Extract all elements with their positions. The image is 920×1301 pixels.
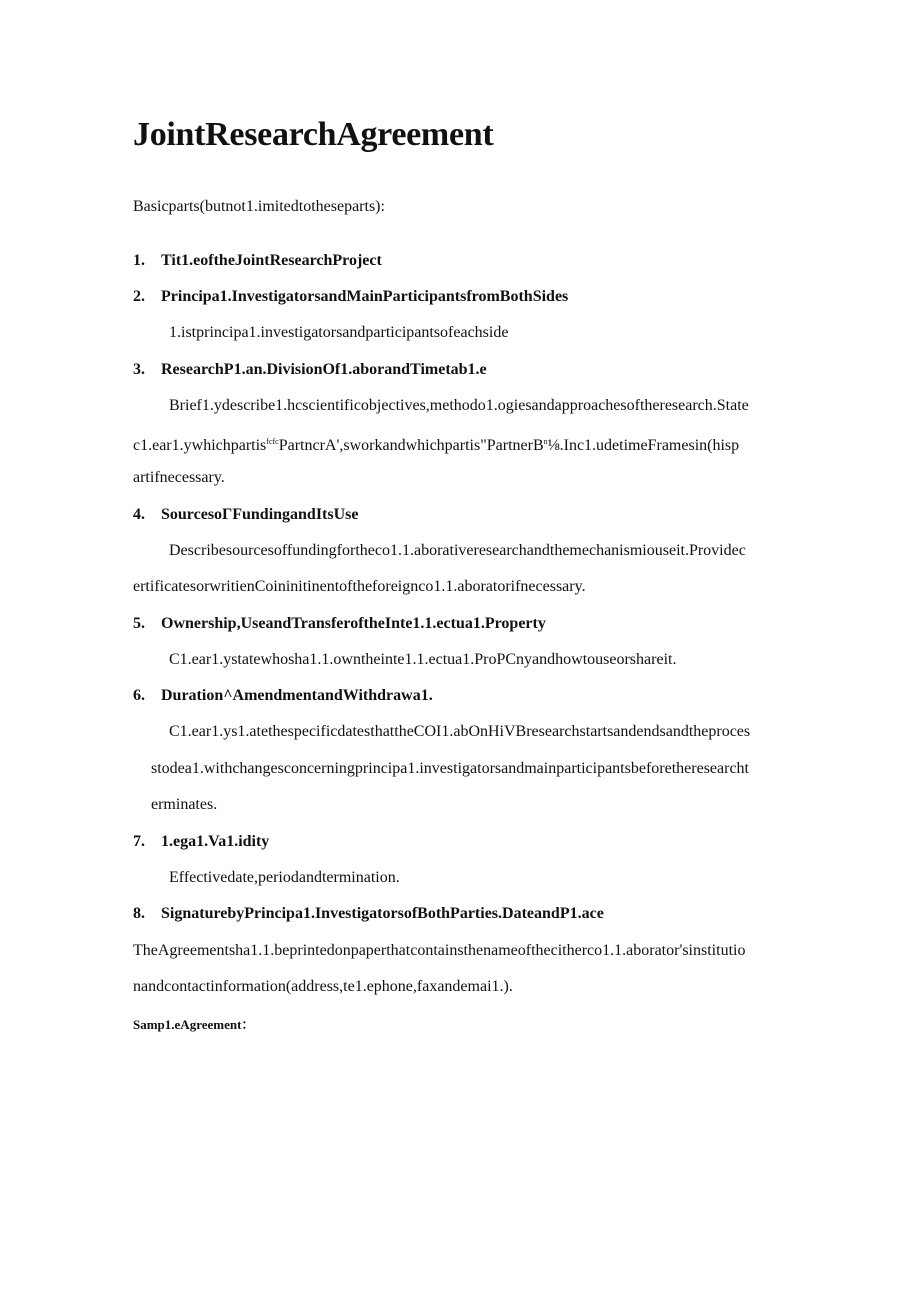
section-3-body-line: artifnecessary.: [133, 469, 225, 486]
section-title: Duration^AmendmentandWithdrawa1.: [161, 687, 433, 704]
section-4-body-line: ertificatesorwritienCoininitinentoftheforeignco1.1.aboratorifnecessary.: [133, 578, 586, 595]
section-6-body-line: C1.ear1.ys1.atethespecificdatesthattheCOI1.abOnHiVBresearchstartsandendsandtheproces: [169, 723, 751, 740]
section-6-heading: [133, 686, 433, 706]
section-number: 3.: [133, 361, 145, 378]
section-7-body-line: Effectivedate,periodandtermination.: [169, 869, 400, 886]
section-3-body-line: Brief1.ydescribe1.hcscientificobjectives,methodo1.ogiesandapproachesoftheresearch.State: [169, 397, 749, 414]
section-title: Tit1.eoftheJointResearchProject: [161, 252, 382, 269]
section-number: 1.: [133, 252, 145, 269]
section-title: Principa1.InvestigatorsandMainParticipantsfromBothSides: [161, 288, 569, 305]
section-number: 2.: [133, 288, 145, 305]
section-3-body-line: [133, 432, 739, 456]
document-title: JointResearchAgreement: [133, 116, 494, 153]
section-number: 8.: [133, 905, 145, 922]
section-2-heading: [133, 287, 568, 307]
section-number: 6.: [133, 687, 145, 704]
section-title: ResearchP1.an.DivisionOf1.aborandTimetab1.e: [161, 361, 487, 378]
closing-line: nandcontactinformation(address,te1.ephone,faxandemai1.).: [133, 978, 513, 995]
section-title: 1.ega1.Va1.idity: [161, 833, 270, 850]
section-4-body-line: Describesourcesoffundingfortheco1.1.aborativeresearchandthemechanismiouseit.Providec: [169, 542, 746, 559]
section-5-heading: [133, 614, 546, 634]
section-7-heading: [133, 832, 269, 852]
superscript-mark: fcfc: [266, 437, 279, 446]
section-5-body-line: C1.ear1.ystatewhosha1.1.owntheinte1.1.ectua1.ProPCnyandhowtouseorshareit.: [169, 651, 677, 668]
section-2-body-line: 1.istprincipa1.investigatorsandparticipantsofeachside: [169, 324, 509, 341]
text-run: ⅛.Inc1.udetimeFramesin(hisp: [547, 437, 740, 454]
text-run: c1.ear1.ywhichpartis: [133, 437, 267, 454]
section-title: SignaturebyPrincipa1.InvestigatorsofBothParties.DateandP1.ace: [161, 905, 604, 922]
section-number: 5.: [133, 615, 145, 632]
section-number: 7.: [133, 833, 145, 850]
section-8-heading: [133, 904, 604, 924]
section-1-heading: [133, 251, 382, 271]
superscript-mark: n: [543, 437, 548, 446]
closing-line: TheAgreementsha1.1.beprintedonpaperthatcontainsthenameofthecitherco1.1.aborator'sinstitutio: [133, 942, 746, 959]
section-number: 4.: [133, 506, 145, 523]
section-title: SourcesoΓFundingandItsUse: [161, 506, 359, 523]
section-4-heading: [133, 505, 359, 525]
section-3-heading: [133, 360, 487, 380]
sample-agreement-label: Samp1.eAgreement：: [133, 1017, 255, 1032]
section-title: Ownership,UseandTransferoftheInte1.1.ectua1.Property: [161, 615, 546, 632]
text-run: PartncrA',sworkandwhichpartis"PartnerB: [278, 437, 544, 454]
intro-text: Basicparts(butnot1.imitedtotheseparts):: [133, 198, 385, 215]
section-6-body-line: stodea1.withchangesconcerningprincipa1.investigatorsandmainparticipantsbeforetheresearcht: [151, 760, 749, 777]
section-6-body-line: erminates.: [151, 796, 218, 813]
